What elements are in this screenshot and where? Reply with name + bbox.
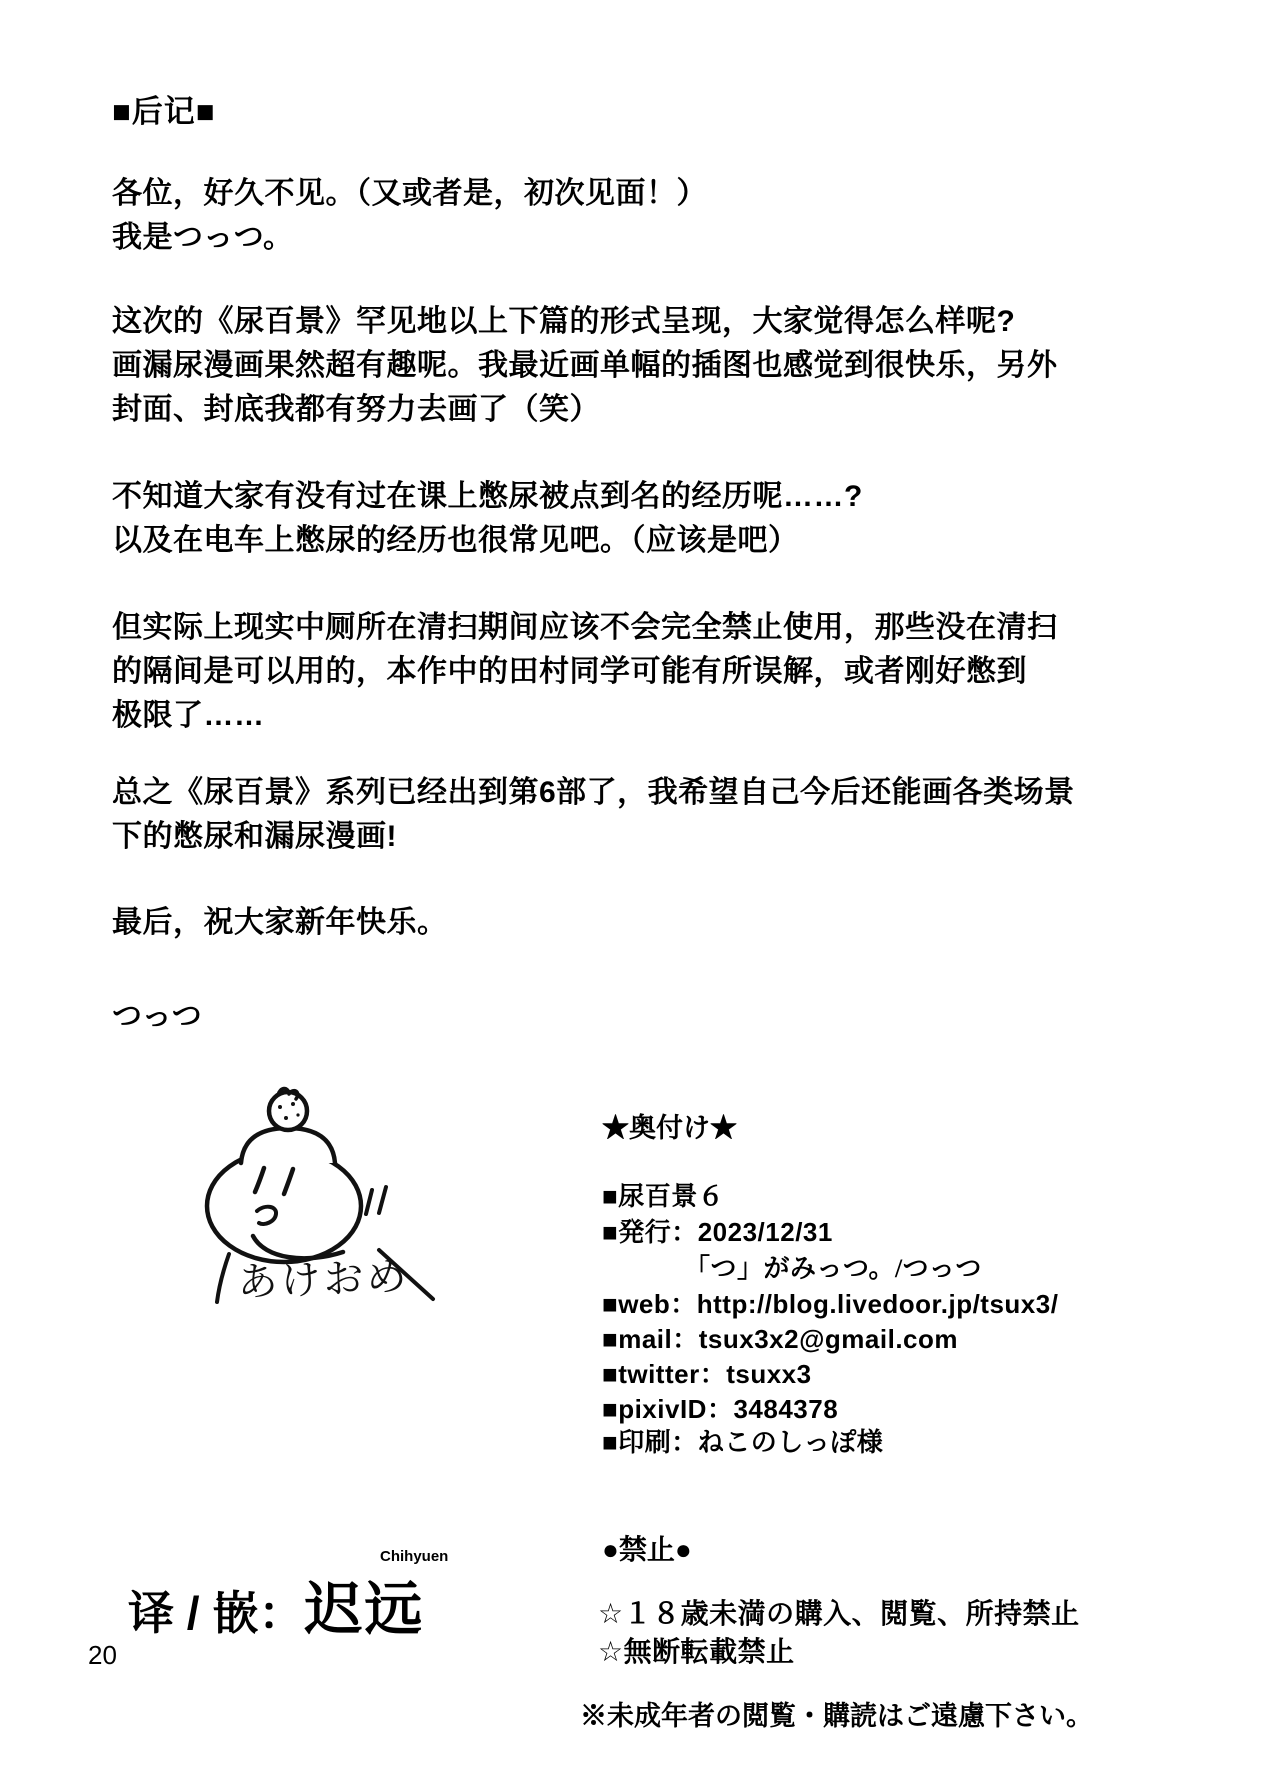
translator-romaji: Chihyuen	[380, 1548, 449, 1565]
afterword-paragraph	[112, 771, 1075, 859]
text-line: 各位，好久不见。（又或者是，初次见面！）	[112, 177, 707, 210]
colophon-mail-address: ■mail：tsux3x2@gmail.com	[602, 1324, 959, 1354]
colophon-publish-date: ■発行：2023/12/31	[602, 1217, 833, 1247]
text-line: 但实际上现实中厕所在清扫期间应该不会完全禁止使用，那些没在清扫	[112, 611, 1058, 644]
prohibition-header: ●禁止●	[602, 1534, 692, 1565]
colophon-twitter-handle: ■twitter：tsuxx3	[602, 1359, 812, 1389]
doodle-face	[207, 1150, 361, 1262]
colophon-header: ★奥付け★	[602, 1113, 737, 1143]
colophon-pixiv-id: ■pixivID：3484378	[602, 1394, 839, 1424]
doodle-caption: あけおめ	[236, 1255, 411, 1305]
afterword-paragraph	[112, 300, 1058, 432]
afterword-title: ■后记■	[112, 94, 216, 129]
translator-credit-name: 迟远	[304, 1577, 425, 1642]
text-line: 的隔间是可以用的，本作中的田村同学可能有所误解，或者刚好憋到	[112, 655, 1027, 688]
colophon-circle-name: 「つ」がみっつ。/つっつ	[684, 1254, 982, 1283]
afterword-paragraph	[112, 901, 448, 945]
text-line: 我是つっつ。	[112, 221, 294, 254]
text-line: 最后，祝大家新年快乐。	[112, 906, 448, 939]
translator-credit-prefix: 译 / 嵌：	[128, 1587, 305, 1639]
doodle-left-slash	[217, 1254, 229, 1302]
text-line: 下的憋尿和漏尿漫画!	[112, 820, 397, 853]
colophon-web-url: ■web：http://blog.livedoor.jp/tsux3/	[602, 1289, 1059, 1319]
colophon-book-title: ■尿百景６	[602, 1181, 725, 1211]
author-signature: つっつ	[112, 1000, 202, 1033]
doodle-mikan	[269, 1092, 307, 1130]
afterword-paragraph	[112, 475, 863, 563]
prohibition-item: ☆１８歳未満の購入、閲覧、所持禁止	[598, 1598, 1080, 1629]
text-line: 这次的《尿百景》罕见地以上下篇的形式呈现，大家觉得怎么样呢?	[112, 305, 1016, 338]
kagami-mochi-doodle-drawing	[160, 1078, 480, 1348]
prohibition-note: ※未成年者の閲覧・購読はご遠慮下さい。	[580, 1701, 1093, 1731]
translator-credit	[128, 1562, 424, 1646]
doodle-mochi	[241, 1128, 335, 1163]
text-line: 不知道大家有没有过在课上憋尿被点到名的经历呢……?	[112, 480, 863, 513]
afterword-paragraph	[112, 172, 707, 260]
text-line: 极限了……	[112, 699, 265, 732]
page-number: 20	[88, 1640, 117, 1670]
prohibition-item: ☆無断転載禁止	[598, 1636, 795, 1667]
afterword-paragraph	[112, 606, 1058, 738]
text-line: 以及在电车上憋尿的经历也很常见吧。（应该是吧）	[112, 524, 799, 557]
doodle-motion-marks	[366, 1187, 386, 1214]
colophon-printer: ■印刷：ねこのしっぽ様	[602, 1428, 884, 1457]
new-year-doodle	[160, 1078, 480, 1348]
text-line: 封面、封底我都有努力去画了（笑）	[112, 393, 600, 426]
text-line: 总之《尿百景》系列已经出到第6部了，我希望自己今后还能画各类场景	[112, 776, 1075, 809]
text-line: 画漏尿漫画果然超有趣呢。我最近画单幅的插图也感觉到很快乐，另外	[112, 349, 1058, 382]
